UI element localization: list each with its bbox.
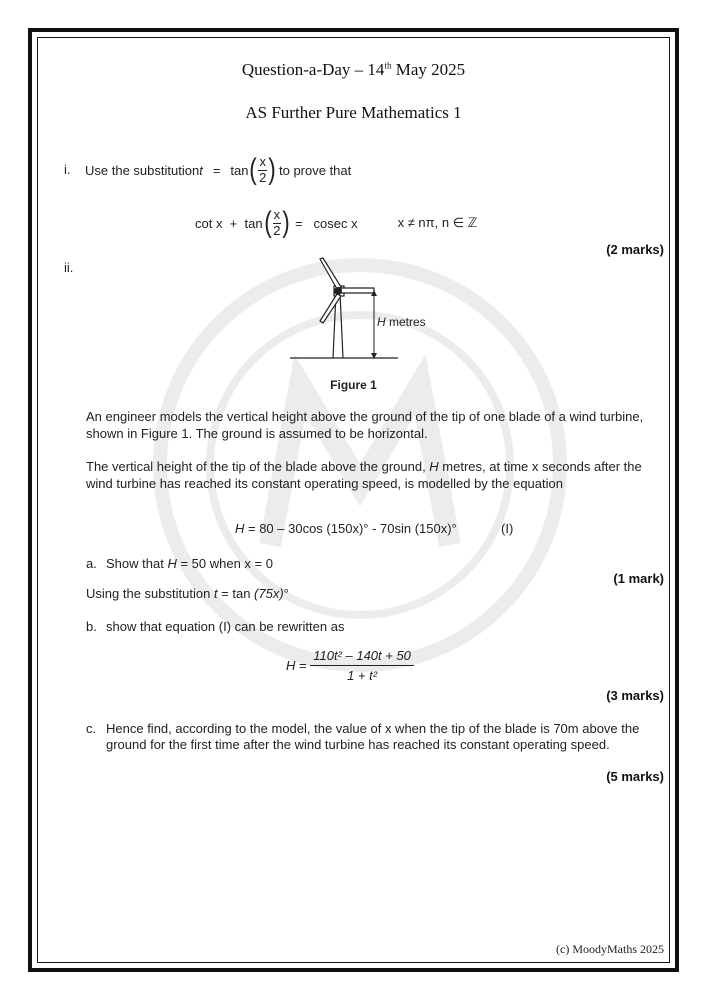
wind-turbine-figure bbox=[290, 255, 410, 365]
equation-tag: (I) bbox=[501, 521, 514, 536]
rewritten-fraction: $\frac{\text{110t² – 140t + 50}}{\text{1 + t²}}$ bbox=[310, 648, 414, 683]
part-i-label: i. bbox=[64, 162, 71, 177]
part-c-label: c. bbox=[86, 721, 97, 736]
part-b-label: b. bbox=[86, 619, 97, 634]
identity-equation: cot x + tan ( $\frac{x}{2}$ ) = cosec x x ≠ nπ, n ∈ ℤ bbox=[195, 206, 478, 239]
part-i-fraction: $\frac{x}{2}$ bbox=[259, 153, 267, 185]
part-a-label: a. bbox=[86, 556, 97, 571]
substitution-text: Using the substitution t = tan (75x)° bbox=[86, 586, 289, 601]
part-ii-label: ii. bbox=[64, 260, 74, 275]
context-paragraph-1: An engineer models the vertical height above the ground of the tip of one blade of a wind turbine, shown in Figure 1. The ground is assumed to be horizontal. bbox=[86, 409, 644, 441]
part-c-marks: (5 marks) bbox=[606, 769, 664, 784]
rewritten-equation: H = $\frac{\text{110t² – 140t + 50}}{\text{1 + t²}}$ bbox=[286, 648, 414, 683]
context-paragraph-2: The vertical height of the tip of the blade above the ground, H metres, at time x seconds after the wind turbine has reached its constant operating speed, is modelled by the equation bbox=[86, 459, 642, 491]
part-c-question: Hence find, according to the model, the value of x when the tip of the blade is 70m above the ground for the first time after the wind turbine has reached its constant operating speed. bbox=[106, 721, 640, 752]
part-i-marks: (2 marks) bbox=[606, 242, 664, 257]
part-b-question: show that equation (I) can be rewritten as bbox=[106, 619, 345, 634]
figure-caption: Figure 1 bbox=[330, 378, 377, 392]
copyright-footer: (c) MoodyMaths 2025 bbox=[556, 942, 664, 956]
part-b-marks: (3 marks) bbox=[606, 688, 664, 703]
model-equation: H = 80 – 30cos (150x)° - 70sin (150x)° bbox=[235, 521, 457, 536]
height-label: H metres bbox=[377, 315, 426, 329]
part-i-instruction: Use the substitution t = tan ( $\frac{x}{2}$ ) to prove that bbox=[85, 153, 352, 186]
page-title: Question-a-Day – 14th May 2025 bbox=[241, 60, 466, 79]
part-a-question: Show that H = 50 when x = 0 bbox=[106, 556, 273, 571]
part-a-marks: (1 mark) bbox=[613, 571, 664, 586]
page-subtitle: AS Further Pure Mathematics 1 bbox=[245, 103, 462, 122]
